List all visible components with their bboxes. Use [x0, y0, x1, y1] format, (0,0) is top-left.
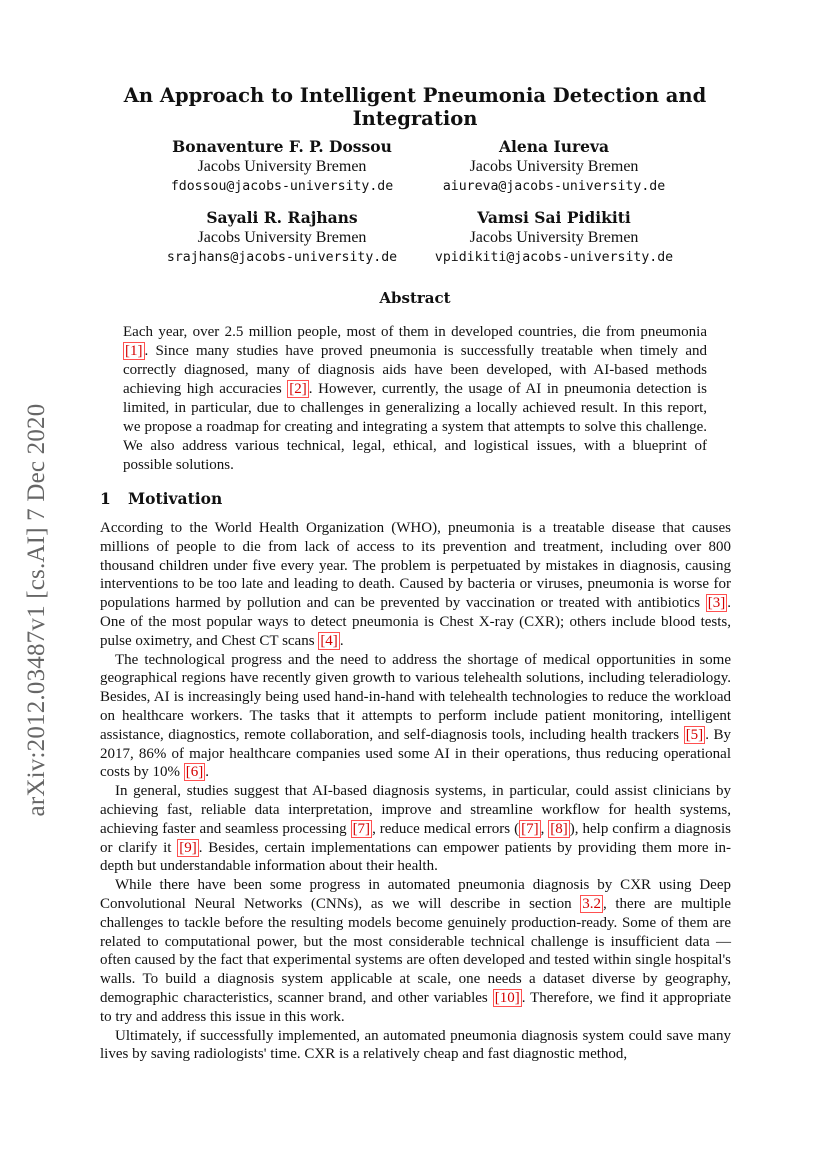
- text-run: , reduce medical errors (: [372, 820, 520, 837]
- abstract-text-run: Each year, over 2.5 million people, most of them in developed countries, die from pneumonia: [123, 324, 707, 340]
- arxiv-sidebar-stamp: [5, 375, 69, 845]
- paragraph: [100, 782, 731, 876]
- text-run: The technological progress and the need to address the shortage of medical opportunities in some geographical regions have recently given growth to various telehealth solutions, including teleradiology. Besides, AI is increasingly being used hand-in-hand with telehealth technologies to reduce the workload on healthcare workers. The tasks that it attempts to perform include patient monitoring, intelligent assistance, diagnostics, remote collaboration, and self-diagnosis tools, including health trackers: [100, 651, 731, 743]
- author-name: Bonaventure F. P. Dossou: [172, 137, 392, 156]
- author-block: [404, 208, 704, 268]
- author-name: Alena Iureva: [498, 137, 610, 156]
- section-heading: [100, 489, 222, 508]
- section-title: Motivation: [128, 489, 223, 508]
- citation-link[interactable]: [3]: [707, 595, 726, 612]
- author-block: [132, 208, 432, 268]
- abstract-text-run: . Since many studies have proved pneumonia is successfully treatable when timely and correctly diagnosed, many of diagnosis aids have been developed, with AI-based methods achieving high accuracies: [123, 343, 707, 397]
- citation-link[interactable]: [1]: [125, 343, 143, 359]
- author-name: Sayali R. Rajhans: [206, 208, 358, 227]
- citation-link[interactable]: [7]: [352, 820, 371, 837]
- paragraph: [100, 519, 731, 651]
- author-email: vpidikiti@jacobs-university.de: [434, 250, 674, 265]
- author-email: srajhans@jacobs-university.de: [166, 250, 398, 265]
- author-name: Vamsi Sai Pidikiti: [477, 208, 631, 227]
- citation-link[interactable]: [4]: [320, 632, 338, 649]
- text-run: ,: [540, 820, 549, 837]
- abstract-text: [123, 323, 707, 475]
- paragraph: [100, 1027, 731, 1065]
- citation-link[interactable]: [6]: [185, 764, 204, 781]
- section-number: 1: [100, 489, 111, 508]
- paragraph: [100, 876, 731, 1026]
- author-affiliation: Jacobs University Bremen: [197, 158, 367, 175]
- text-run: , there are multiple challenges to tackle before the resulting models become genuinely production-ready. Some of them are related to computational power, but the most considerable technical challenge is insufficient data — often caused by the fact that experimental systems are often developed and tested within single hospital's walls. To build a diagnosis system applicable at scale, one needs a dataset diverse by geography, demographic characteristics, scanner brand, and other variables: [100, 895, 731, 1006]
- author-block: [404, 137, 704, 197]
- text-run: .: [205, 764, 209, 781]
- paragraph: [100, 651, 731, 783]
- author-email: aiureva@jacobs-university.de: [442, 179, 666, 194]
- arxiv-id: arXiv:2012.03487v1 [cs.AI] 7 Dec 2020: [23, 403, 50, 817]
- abstract-heading: Abstract: [379, 289, 451, 307]
- text-run: . Besides, certain implementations can empower patients by providing them more in-depth but understandable information about their health.: [100, 839, 731, 875]
- author-affiliation: Jacobs University Bremen: [469, 158, 639, 175]
- text-run: In general, studies suggest that AI-based diagnosis systems, in particular, could assist clinicians by achieving fast, reliable data interpretation, improve and streamline workflow for health systems, achieving faster and seamless processing: [100, 783, 731, 837]
- text-run: .: [339, 632, 344, 649]
- text-run: . By 2017, 86% of major healthcare companies used some AI in their operations, thus reducing operational costs by 10%: [100, 726, 731, 781]
- text-run: While there have been some progress in automated pneumonia diagnosis by CXR using Deep Convolutional Neural Networks (CNNs), as we will describe in section: [100, 877, 731, 912]
- author-affiliation: Jacobs University Bremen: [469, 229, 639, 246]
- text-run: Ultimately, if successfully implemented, an automated pneumonia diagnosis system could save many lives by saving radiologists' time. CXR is a relatively cheap and fast diagnostic method,: [100, 1027, 731, 1063]
- text-run: ), help confirm a diagnosis or clarify it: [100, 820, 732, 856]
- body-text: [100, 519, 731, 1064]
- citation-link[interactable]: [7]: [521, 820, 539, 837]
- author-block: [132, 137, 432, 197]
- citation-link[interactable]: [5]: [685, 726, 704, 743]
- text-run: According to the World Health Organization (WHO), pneumonia is a treatable disease that causes millions of people to die from lack of access to its prevention and treatment, including over 800 thousand children under five every year. The problem is perpetuated by mistakes in diagnosis, causing interventions to be too late and leading to death. Caused by bacteria or viruses, pneumonia is worse for populations harmed by pollution and can be prevented by vaccination or treated with antibiotics: [100, 520, 731, 612]
- author-affiliation: Jacobs University Bremen: [197, 229, 367, 246]
- citation-link[interactable]: [2]: [289, 381, 307, 397]
- text-run: . One of the most popular ways to detect pneumonia is Chest X-ray (CXR); others include blood tests, pulse oximetry, and Chest CT scans: [100, 595, 731, 649]
- paper-title: An Approach to Intelligent Pneumonia Detection and Integration: [123, 84, 707, 130]
- citation-link[interactable]: [8]: [550, 820, 568, 837]
- author-email: fdossou@jacobs-university.de: [170, 179, 394, 194]
- citation-link[interactable]: [10]: [494, 989, 520, 1006]
- citation-link[interactable]: [9]: [179, 839, 197, 856]
- text-run: . Therefore, we find it appropriate to try and address this issue in this work.: [100, 989, 732, 1025]
- section-reference-link[interactable]: 3.2: [582, 895, 601, 912]
- abstract-text-run: . However, currently, the usage of AI in pneumonia detection is limited, in particular, due to challenges in generalizing a locally achieved result. In this report, we propose a roadmap for creating and integrating a system that attempts to solve this challenge. We also address various technical, legal, ethical, and logistical issues, with a blueprint of possible solutions.: [123, 381, 707, 473]
